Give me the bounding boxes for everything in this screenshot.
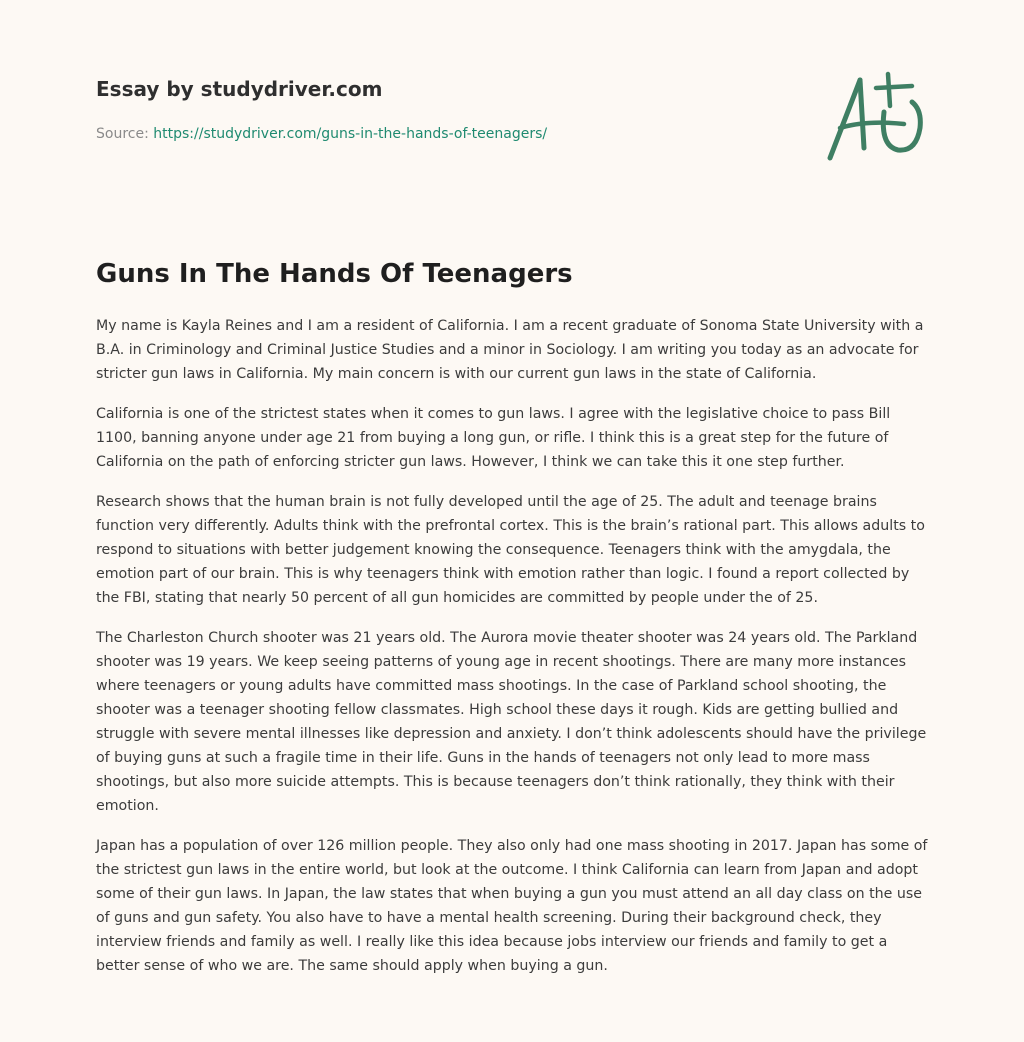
a-plus-logo-icon bbox=[818, 66, 930, 166]
essay-paragraph: The Charleston Church shooter was 21 years old. The Aurora movie theater shooter was 24 years old. The Parkland shooter was 19 years. We keep seeing patterns of young age in recent shootings. There are many more instances where teenagers or young adults have committed mass shootings. In the case of Parkland school shooting, the shooter was a teenager shooting fellow classmates. High school these days it rough. Kids are getting bullied and struggle with severe mental illnesses like depression and anxiety. I don’t think adolescents should have the privilege of buying guns at such a fragile time in their life. Guns in the hands of teenagers not only lead to more mass shootings, but also more suicide attempts. This is because teenagers don’t think rationally, they think with their emotion. bbox=[96, 630, 927, 814]
essay-paragraph: Research shows that the human brain is not fully developed until the age of 25. The adult and teenage brains function very differently. Adults think with the prefrontal cortex. This is the brain’s rational part. This allows adults to respond to situations with better judgement knowing the consequence. Teenagers think with the amygdala, the emotion part of our brain. This is why teenagers think with emotion rather than logic. I found a report collected by the FBI, stating that nearly 50 percent of all gun homicides are committed by people under the of 25. bbox=[96, 494, 925, 606]
site-title: Essay by studydriver.com bbox=[96, 77, 383, 101]
essay-paragraph: Japan has a population of over 126 million people. They also only had one mass shooting in 2017. Japan has some of the strictest gun laws in the entire world, but look at the outcome. I think California can learn from Japan and adopt some of their gun laws. In Japan, the law states that when buying a gun you must attend an all day class on the use of guns and gun safety. You also have to have a mental health screening. During their background check, they interview friends and family as well. I really like this idea because jobs interview our friends and family to get a better sense of who we are. The same should apply when buying a gun. bbox=[96, 838, 928, 974]
site-header bbox=[96, 74, 796, 144]
source-link[interactable]: https://studydriver.com/guns-in-the-hands-of-teenagers/ bbox=[153, 126, 548, 142]
essay-body bbox=[96, 314, 932, 994]
essay-paragraph: My name is Kayla Reines and I am a resident of California. I am a recent graduate of Sonoma State University with a B.A. in Criminology and Criminal Justice Studies and a minor in Sociology. I am writing you today as an advocate for stricter gun laws in California. My main concern is with our current gun laws in the state of California. bbox=[96, 318, 924, 382]
essay-title: Guns In The Hands Of Teenagers bbox=[96, 259, 573, 289]
essay-paragraph: California is one of the strictest states when it comes to gun laws. I agree with the legislative choice to pass Bill 1100, banning anyone under age 21 from buying a long gun, or rifle. I think this is a great step for the future of California on the path of enforcing stricter gun laws. However, I think we can take this it one step further. bbox=[96, 406, 891, 470]
source-line bbox=[96, 124, 796, 144]
source-label: Source: bbox=[96, 126, 149, 142]
